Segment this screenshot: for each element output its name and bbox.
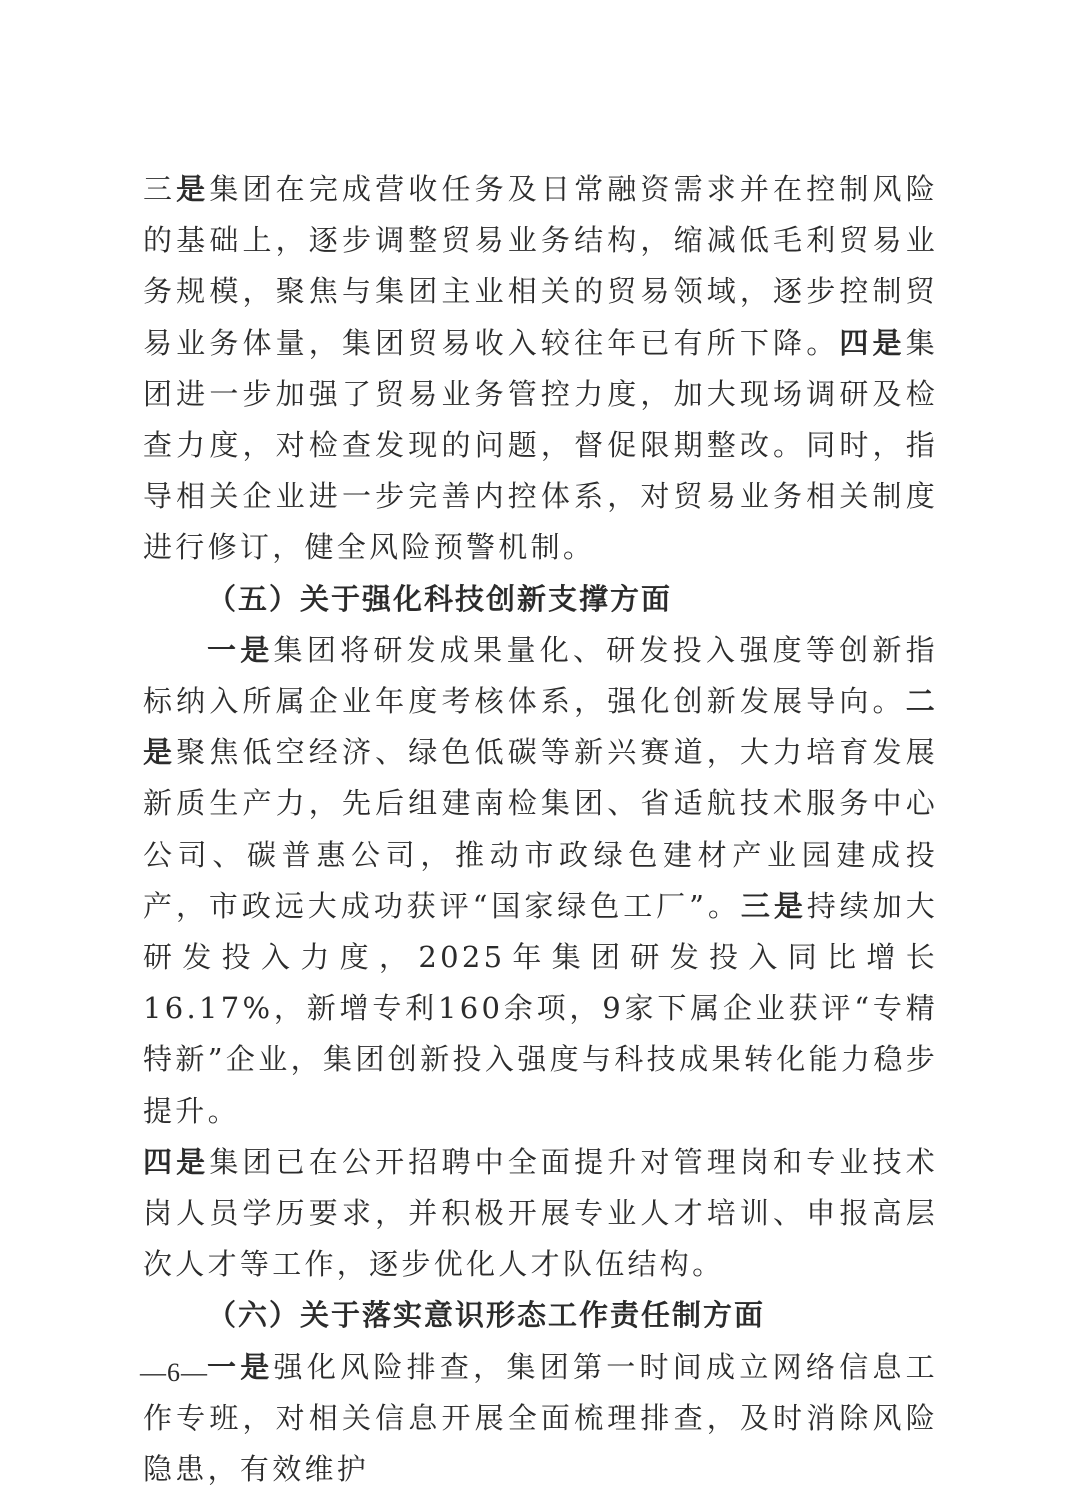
- text-segment: 三: [143, 172, 177, 206]
- text-segment: 集团将研发成果量化、研发投入强度等创新指标纳入所属企业年度考核体系，强化创新发展导向。: [143, 632, 938, 719]
- bold-text-segment: 二是: [143, 684, 938, 770]
- bold-text-segment: 一是: [207, 1349, 274, 1384]
- text-segment: 集团进一步加强了贸易业务管控力度，加大现场调研及检查力度，对检查发现的问题，督促限期整改。同时，指导相关企业进一步完善内控体系，对贸易业务相关制度进行修订，健全风险预警机制。: [143, 325, 938, 565]
- bold-text-segment: 四是: [839, 325, 906, 360]
- bold-text-segment: 一是: [207, 632, 274, 667]
- body-paragraph: [143, 164, 938, 574]
- text-segment: 集团在完成营收任务及日常融资需求并在控制风险的基础上，逐步调整贸易业务结构，缩减低毛利贸易业务规模，聚焦与集团主业相关的贸易领域，逐步控制贸易业务体量，集团贸易收入较往年已有所下降。: [143, 172, 938, 360]
- page-number: —6—: [140, 1358, 208, 1387]
- body-paragraph: [143, 1137, 938, 1291]
- bold-text-segment: 四是: [143, 1144, 210, 1179]
- text-segment: 强化风险排查，集团第一时间成立网络信息工作专班，对相关信息开展全面梳理排查，及时消除风险隐患，有效维护: [143, 1349, 938, 1487]
- bold-text-segment: 三是: [740, 888, 807, 923]
- bold-text-segment: 是: [176, 172, 210, 206]
- text-segment: 持续加大研发投入力度，2025年集团研发投入同比增长16.17%，新增专利160余项，9家下属企业获评“专精特新”企业，集团创新投入强度与科技成果转化能力稳步提升。: [143, 888, 938, 1128]
- body-paragraph: [143, 625, 938, 1137]
- bold-text-segment: （六）关于落实意识形态工作责任制方面: [207, 1298, 766, 1333]
- text-segment: 聚焦低空经济、绿色低碳等新兴赛道，大力培育发展新质生产力，先后组建南检集团、省适航技术服务中心公司、碳普惠公司，推动市政绿色建材产业园建成投产，市政远大成功获评“国家绿色工厂”。: [143, 735, 938, 923]
- section-heading: [143, 574, 938, 625]
- text-segment: 集团已在公开招聘中全面提升对管理岗和专业技术岗人员学历要求，并积极开展专业人才培训、申报高层次人才等工作，逐步优化人才队伍结构。: [143, 1144, 938, 1282]
- document-body: [143, 164, 938, 1495]
- section-heading: [143, 1290, 938, 1341]
- body-paragraph: [143, 1342, 938, 1496]
- bold-text-segment: （五）关于强化科技创新支撑方面: [207, 581, 673, 616]
